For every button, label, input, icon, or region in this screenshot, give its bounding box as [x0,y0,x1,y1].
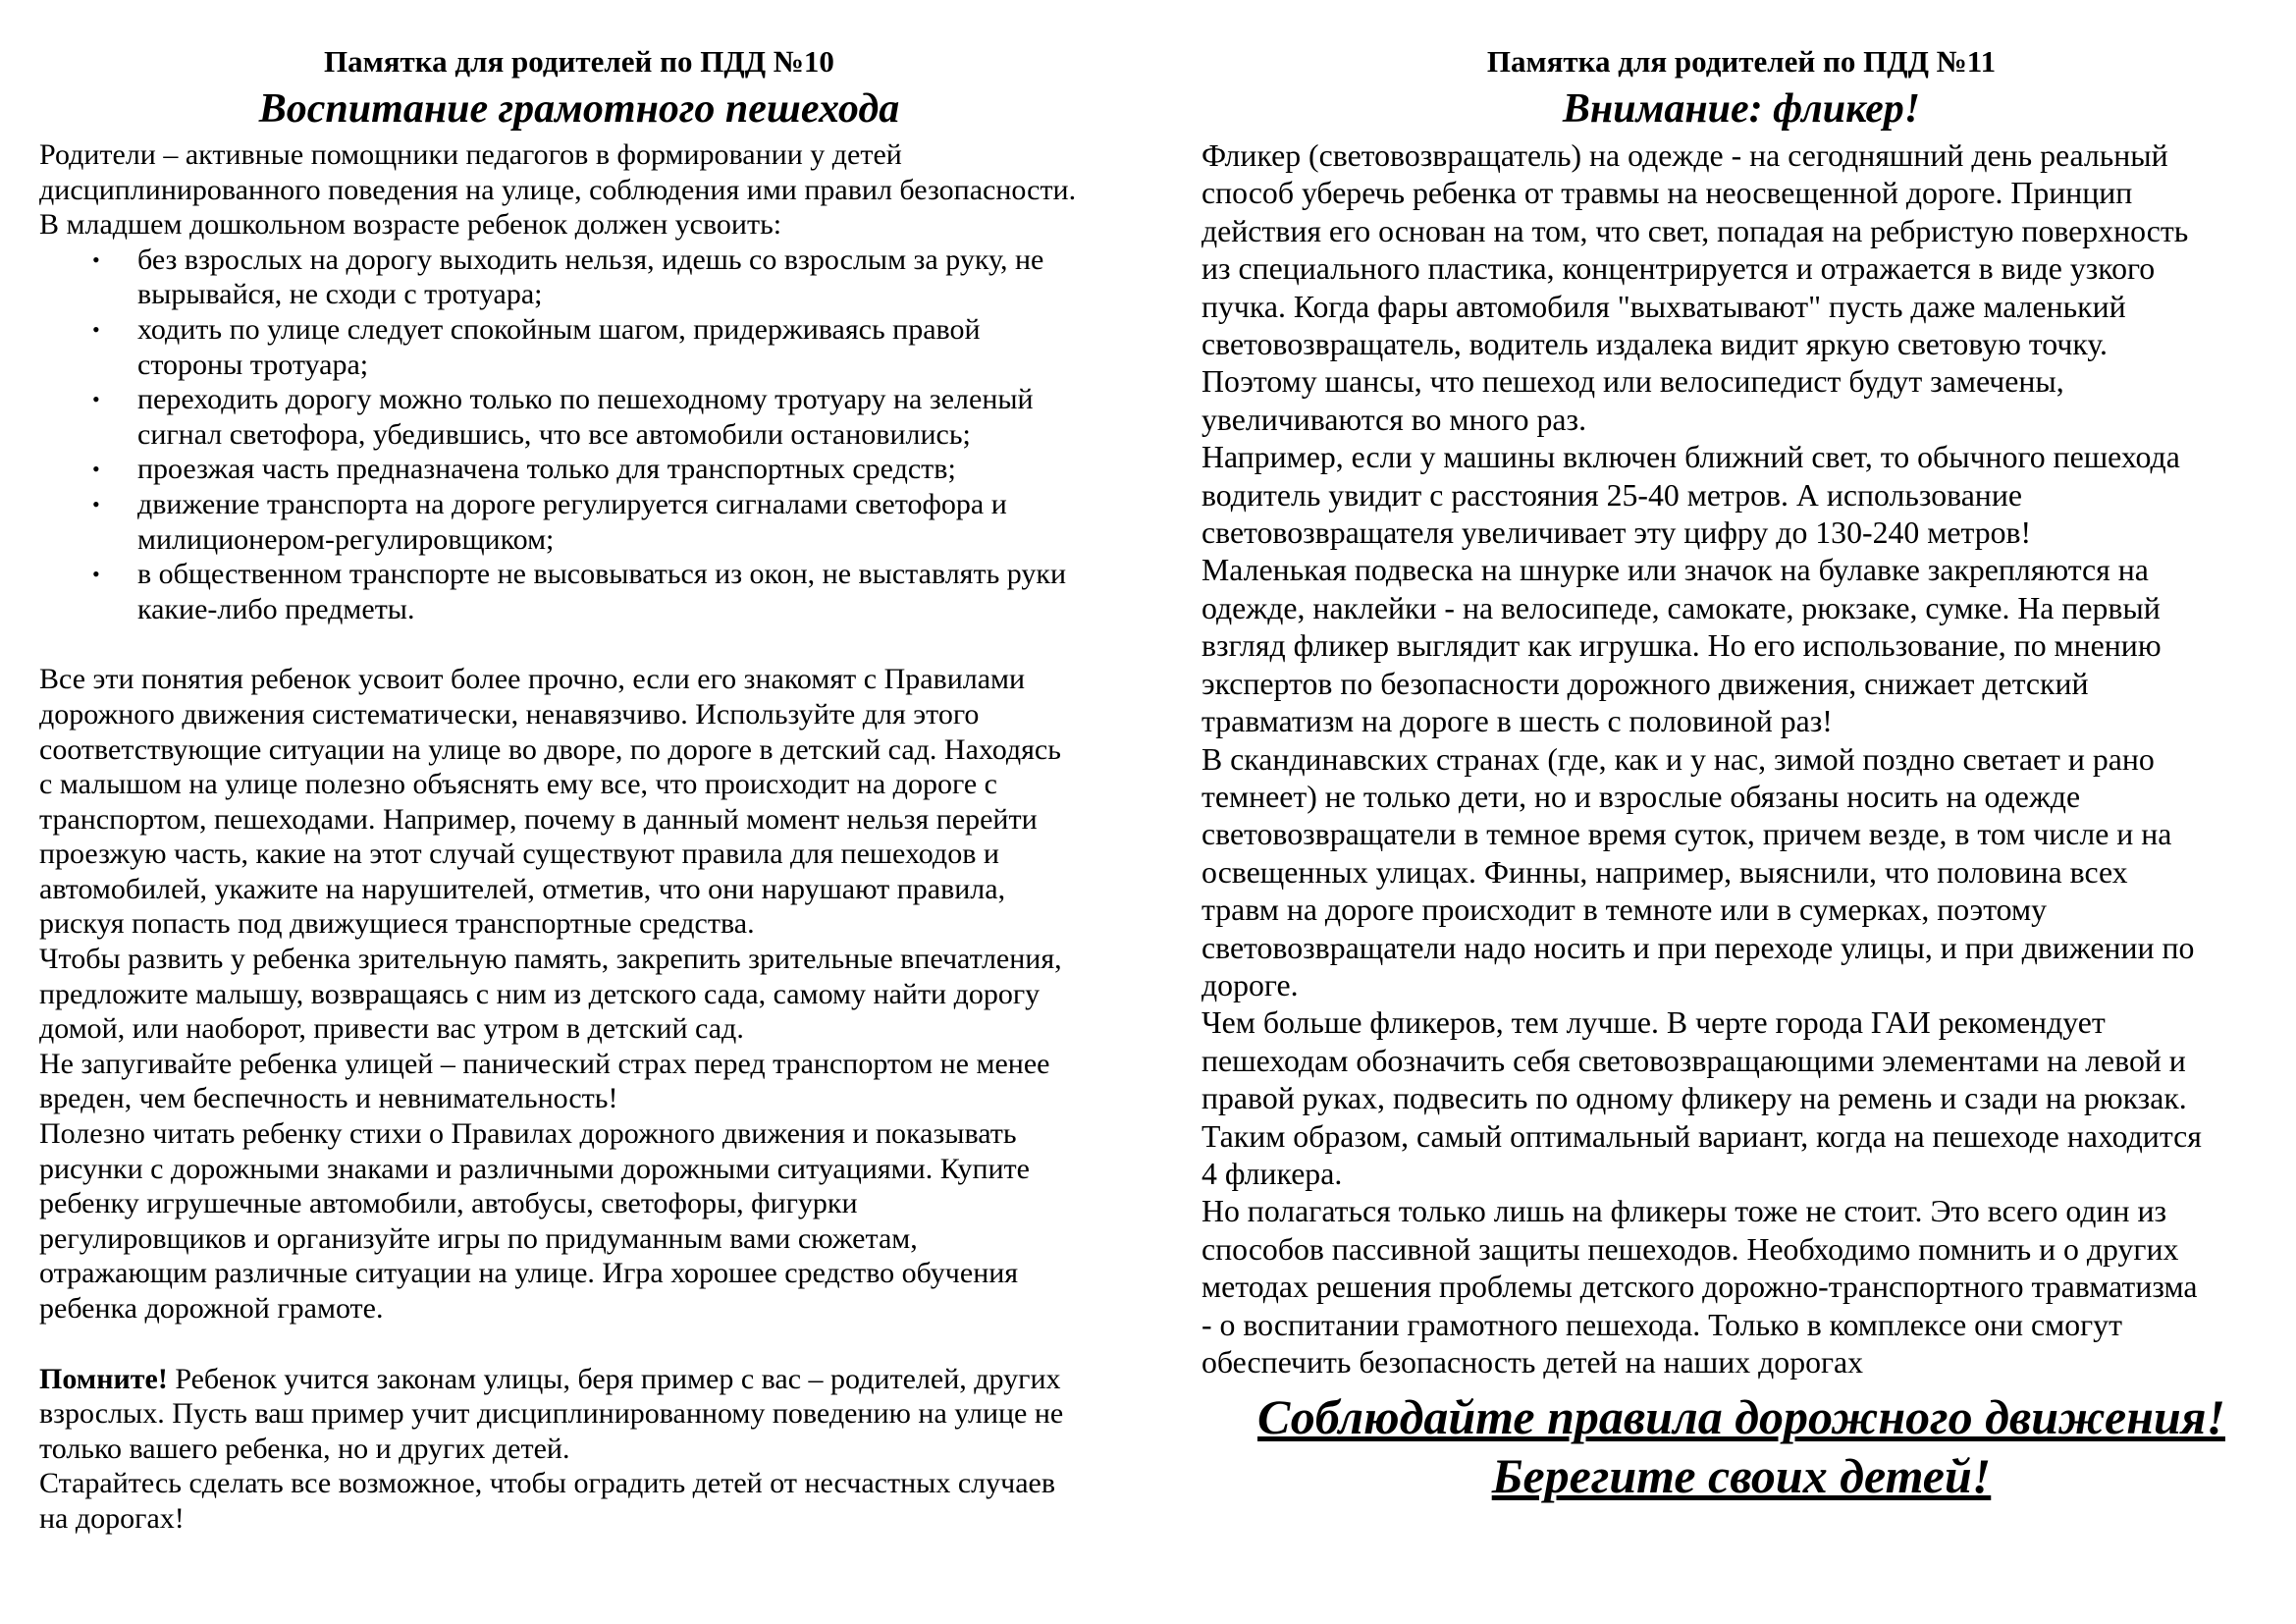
text-line: пешеходам обозначить себя световозвращающими элементами на левой и [1201,1043,2186,1078]
bullet-line: проезжая часть предназначена только для транспортных средств; [137,453,956,486]
memo-10-intro [39,137,1119,243]
text-line: Фликер (световозвращатель) на одежде - на сегодняшний день реальный [1201,138,2168,173]
text-line: Родители – активные помощники педагогов в формировании у детей [39,138,902,171]
text-line: освещенных улицах. Финны, например, выяснили, что половина всех [1201,854,2128,890]
text-line: предложите малышу, возвращаясь с ним из детского сада, самому найти дорогу [39,977,1041,1010]
text-line: темнеет) не только дети, но и взрослые обязаны носить на одежде [1201,779,2081,814]
bullet-item [92,452,1119,487]
text-line: световозвращатель, водитель издалека видит яркую световую точку. [1201,327,2108,362]
bullet-line: движение транспорта на дороге регулируется сигналами светофора и [137,487,1007,520]
text-line: Чтобы развить у ребенка зрительную память, закрепить зрительные впечатления, [39,943,1062,976]
text-line: Поэтому шансы, что пешеход или велосипедист будут замечены, [1201,364,2064,400]
text-line: В скандинавских странах (где, как и у нас, зимой поздно светает и рано [1201,741,2155,777]
remember-first-line [39,1362,1119,1397]
bullet-icon: • [92,387,100,412]
bullet-icon: • [92,457,100,482]
text-line: водитель увидит с расстояния 25-40 метров. А использование [1201,477,2022,513]
bullet-line: какие-либо предметы. [137,592,415,625]
text-line: Но полагаться только лишь на фликеры тоже не стоит. Это всего один из [1201,1194,2167,1229]
bullet-line: без взрослых на дорогу выходить нельзя, идешь со взрослым за руку, не [137,243,1044,276]
bullet-item [92,487,1119,557]
text-line: Таким образом, самый оптимальный вариант, когда на пешеходе находится [1201,1118,2202,1154]
bullet-line: сигнал светофора, убедившись, что все автомобили остановились; [137,417,971,451]
closing-line: Берегите своих детей! [1491,1448,1992,1504]
text-line: регулировщиков и организуйте игры по придуманным вами сюжетам, [39,1221,918,1255]
closing-slogan [1201,1387,2281,1505]
bullet-icon: • [92,491,100,516]
text-line: дорожного движения систематически, ненавязчиво. Используйте для этого [39,697,980,731]
text-line: ребенка дорожной грамоте. [39,1292,384,1325]
remember-label: Помните! [39,1362,168,1395]
text-line: одежде, наклейки - на велосипеде, самокате, рюкзаке, сумке. На первый [1201,590,2161,625]
text-line: дисциплинированного поведения на улице, соблюдения ими правил безопасности. [39,173,1077,206]
text-line: световозвращатели в темное время суток, причем везде, в том числе и на [1201,817,2172,852]
text-line: травм на дороге происходит в темноте или в сумерках, поэтому [1201,893,2047,928]
bullet-item [92,243,1119,312]
closing-line: Соблюдайте правила дорожного движения! [1257,1389,2225,1445]
text-line: транспортом, пешеходами. Например, почему в данный момент нельзя перейти [39,802,1038,836]
text-line: Старайтесь сделать все возможное, чтобы оградить детей от несчастных случаев [39,1467,1055,1500]
paragraph-gap [39,1326,1119,1362]
bullet-line: милиционером-регулировщиком; [137,522,555,556]
text-line: ребенку игрушечные автомобили, автобусы, светофоры, фигурки [39,1187,858,1220]
memo-10-body [39,662,1119,1326]
bullet-icon: • [92,316,100,342]
text-line: взгляд фликер выглядит как игрушка. Но его использование, по мнению [1201,628,2162,664]
text-line: 4 фликера. [1201,1156,1343,1191]
text-line: увеличиваются во много раз. [1201,402,1587,437]
text-line: автомобилей, укажите на нарушителей, отметив, что они нарушают правила, [39,872,1006,905]
text-line: Маленькая подвеска на шнурке или значок на булавке закрепляются на [1201,553,2149,588]
bullet-line: переходить дорогу можно только по пешеходному тротуару на зеленый [137,383,1034,416]
text-line: взрослых. Пусть ваш пример учит дисциплинированному поведению на улице не [39,1397,1064,1431]
bullet-line: вырывайся, не сходи с тротуара; [137,278,543,311]
memo-11-title: Памятка для родителей по ПДД №11 [1486,44,1997,79]
text-line: отражающим различные ситуации на улице. Игра хорошее средство обучения [39,1257,1019,1290]
text-line: пучка. Когда фары автомобиля "выхватывают" пусть даже маленький [1201,289,2126,324]
memo-11-subtitle: Внимание: фликер! [1562,86,1921,132]
bullet-item [92,557,1119,626]
paragraph-gap [39,626,1119,662]
text-line: световозвращателя увеличивает эту цифру до 130-240 метров! [1201,515,2032,551]
text-line: Чем больше фликеров, тем лучше. В черте города ГАИ рекомендует [1201,1005,2106,1041]
text-line: проезжую часть, какие на этот случай существуют правила для пешеходов и [39,838,999,871]
bullet-icon: • [92,562,100,587]
text-line: методах решения проблемы детского дорожно-транспортного травматизма [1201,1270,2198,1305]
text-line: вреден, чем беспечность и невнимательность! [39,1082,618,1115]
text-line: дороге. [1201,967,1299,1002]
text-line: способ уберечь ребенка от травмы на неосвещенной дороге. Принцип [1201,176,2133,211]
bullet-item [92,382,1119,452]
text-line: на дорогах! [39,1501,185,1535]
text-line: из специального пластика, концентрируется и отражается в виде узкого [1201,251,2156,287]
text-line: Не запугивайте ребенка улицей – панический страх перед транспортом не менее [39,1047,1050,1080]
text-line: рисунки с дорожными знаками и различными дорожными ситуациями. Купите [39,1152,1030,1185]
bullet-line: стороны тротуара; [137,348,369,381]
text-line: правой руках, подвесить по одному фликеру на ремень и сзади на рюкзак. [1201,1081,2187,1116]
memo-10-subtitle: Воспитание грамотного пешехода [258,86,900,132]
text-line: Все эти понятия ребенок усвоит более прочно, если его знакомят с Правилами [39,663,1026,696]
memo-10-column [39,35,1119,1537]
remember-text: Ребенок учится законам улицы, беря пример с вас – родителей, других [167,1362,1061,1395]
text-line: способов пассивной защиты пешеходов. Необходимо помнить и о других [1201,1231,2179,1267]
text-line: - о воспитании грамотного пешехода. Только в комплексе они смогут [1201,1307,2122,1342]
bullet-line: ходить по улице следует спокойным шагом, придерживаясь правой [137,312,981,346]
bullet-icon: • [92,246,100,272]
text-line: домой, или наоборот, привести вас утром в детский сад. [39,1012,744,1046]
bullet-line: в общественном транспорте не высовываться из окон, не выставлять руки [137,558,1067,591]
text-line: действия его основан на том, что свет, попадая на ребристую поверхность [1201,213,2189,248]
text-line: экспертов по безопасности дорожного движения, снижает детский [1201,666,2089,701]
text-line: В младшем дошкольном возрасте ребенок должен усвоить: [39,208,782,242]
rules-bullet-list [39,243,1119,627]
text-line: Например, если у машины включен ближний свет, то обычного пешехода [1201,440,2180,475]
memo-10-remember [39,1362,1119,1537]
text-line: соответствующие ситуации на улице во дворе, по дороге в детский сад. Находясь [39,732,1061,766]
bullet-item [92,312,1119,382]
text-line: Полезно читать ребенку стихи о Правилах дорожного движения и показывать [39,1117,1017,1151]
text-line: световозвращатели надо носить и при переходе улицы, и при движении по [1201,930,2195,965]
text-line: только вашего ребенка, но и других детей. [39,1432,570,1465]
memo-10-title: Памятка для родителей по ПДД №10 [324,44,834,79]
text-line: обеспечить безопасность детей на наших дорогах [1201,1345,1864,1380]
text-line: с малышом на улице полезно объяснять ему все, что происходит на дороге с [39,768,997,801]
memo-11-column [1201,35,2281,1505]
memo-11-body [1201,137,2281,1381]
text-line: травматизм на дороге в шесть с половиной раз! [1201,704,1833,739]
text-line: рискуя попасть под движущиеся транспортные средства. [39,907,755,941]
